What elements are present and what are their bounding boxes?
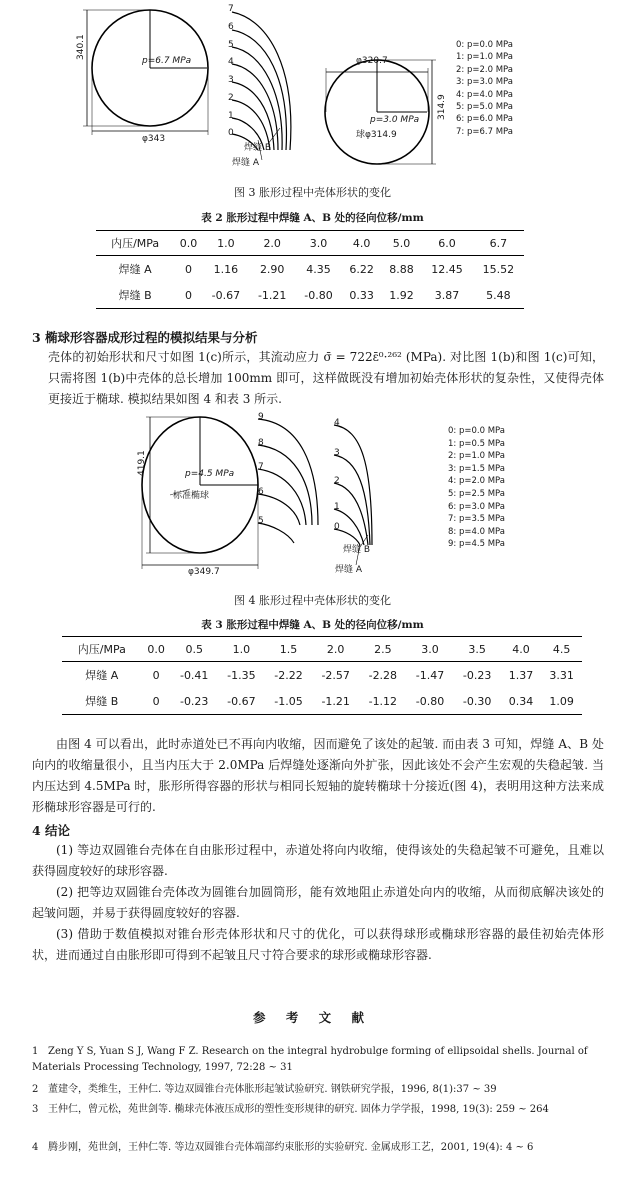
fig4-legend-item: 8: p=4.0 MPa (448, 526, 505, 537)
table-cell: 1.09 (541, 688, 582, 715)
table-cell: -1.12 (359, 688, 406, 715)
fig4-legend-item: 0: p=0.0 MPa (448, 426, 505, 436)
table-3-header: 2.5 (359, 637, 406, 662)
table-cell: -0.67 (203, 282, 249, 309)
fig3-curve-label-4: 4 (228, 57, 234, 67)
fig4-legend-item: 9: p=4.5 MPa (448, 539, 505, 550)
fig3-legend (456, 39, 513, 138)
fig3-curve-label-1: 1 (228, 111, 234, 121)
fig3-legend-item: 4: p=4.0 MPa (456, 89, 513, 100)
fig4-curve-label-9: 9 (258, 412, 264, 422)
table-cell: -2.28 (368, 668, 398, 682)
table-3-header: 4.5 (541, 637, 582, 662)
reference-text: 腾步刚，苑世剑，王仲仁等. 等边双圆锥台壳体端部约束胀形的实验研究. 金属成形工艺，2001, 19(4): 4 ~ 6 (48, 1142, 534, 1153)
table-2-header: 0.0 (174, 231, 202, 256)
fig3-right-pressure: p=3.0 MPa (370, 115, 420, 125)
table-cell: -0.80 (406, 688, 453, 715)
fig3-left-diameter: φ343 (142, 134, 166, 144)
table-2-header: 1.0 (203, 231, 249, 256)
conclusion-item-1: (1) 等边双圆锥台壳体在自由胀形过程中，赤道处将向内收缩，使得该处的失稳起皱不可避免，且难以获得圆度较好的球形容器. (32, 843, 604, 878)
table-2-header: 4.0 (342, 231, 382, 256)
table-3-header: 0.0 (142, 637, 171, 662)
table-cell: -1.35 (227, 668, 256, 682)
table-2-header: 3.0 (295, 231, 341, 256)
table-3-header: 内压/MPa (62, 637, 142, 662)
reference-number: 2 (32, 1084, 39, 1095)
fig4-curve-label-3: 3 (334, 448, 340, 458)
table-3-header: 2.0 (312, 637, 359, 662)
fig3-right-sphere: 球φ314.9 (356, 130, 397, 140)
table-cell: -1.05 (265, 688, 312, 715)
table-3-header: 3.5 (454, 637, 501, 662)
table-cell: -1.47 (415, 668, 445, 682)
references-title: 参 考 文 献 (252, 1010, 373, 1025)
table-cell: 6.22 (349, 262, 374, 276)
table-cell: 1.37 (508, 668, 534, 682)
table-cell: 焊缝 B (96, 282, 174, 309)
fig4-curve-7 (258, 469, 306, 525)
figure-3 (0, 0, 625, 200)
table-cell: -1.21 (249, 282, 295, 309)
table-cell: 0 (152, 668, 160, 682)
fig3-weld-b: 焊缝 B (244, 143, 272, 153)
table-2-header: 6.0 (421, 231, 472, 256)
table-cell: 2.90 (259, 262, 285, 276)
table-cell: -0.23 (462, 668, 492, 682)
reference-item (32, 1044, 607, 1076)
conclusion-item-3: (3) 借助于数值模拟对锥台形壳体形状和尺寸的优化，可以获得球形或椭球形容器的最佳初始壳体形状，进而通过自由胀形即可得到不起皱且尺寸符合要求的球形或椭球形容器. (32, 927, 604, 962)
table-cell: 5.48 (473, 282, 524, 309)
table-2 (96, 230, 524, 309)
fig3-curve-label-6: 6 (228, 22, 234, 32)
table-cell: 3.31 (549, 668, 574, 682)
table-3-header: 1.5 (265, 637, 312, 662)
table-cell: -0.30 (454, 688, 501, 715)
table-2-caption: 表 2 胀形过程中焊缝 A、B 处的径向位移/mm (201, 212, 424, 224)
fig4-legend (448, 425, 505, 551)
reference-number: 3 (32, 1104, 39, 1115)
fig3-curve-4 (232, 64, 278, 150)
table-2-header: 2.0 (249, 231, 295, 256)
table-cell: -1.21 (312, 688, 359, 715)
reference-text: Zeng Y S, Yuan S J, Wang F Z. Research on the integral hydrobulge forming of ellipsoidal shells. Journal of Materials Processing Technology, 1997, 72:28 ~ 31 (32, 1046, 588, 1073)
table-row (62, 688, 582, 715)
table-3-header: 1.0 (218, 637, 265, 662)
fig4-standard-ellipsoid: 标准椭球 (173, 491, 210, 501)
section-3-paragraph: 壳体的初始形状和尺寸如图 1(c)所示，其流动应力 σ̄ = 722ε̄⁰·²⁶² (MPa). 对比图 1(b)和图 1(c)可知，只需将图 1(b)中壳体的总长增加 100mm 即可，这样做既没有增加初始壳体形状的复杂性，又使得壳体更接近于椭球. 模拟结果如图 4 和表 3 所示. (48, 350, 604, 406)
fig3-left-pressure: p=6.7 MPa (142, 56, 192, 66)
table-cell: -2.22 (274, 668, 303, 682)
table-cell: 8.88 (389, 262, 414, 276)
figure-4-caption: 图 4 胀形过程中壳体形状的变化 (234, 594, 391, 607)
reference-number: 1 (32, 1046, 39, 1057)
table-cell: 4.35 (306, 262, 331, 276)
table-cell: 1.92 (382, 282, 422, 309)
conclusion-item-2: (2) 把等边双圆锥台壳体改为圆锥台加圆筒形，能有效地阻止赤道处向内的收缩，从而彻底解决该处的起皱问题，并易于获得圆度较好的容器. (32, 885, 604, 920)
fig4-legend-item: 4: p=2.0 MPa (448, 476, 505, 487)
fig3-legend-item: 6: p=6.0 MPa (456, 114, 513, 125)
table-cell: 0.34 (501, 688, 542, 715)
figure-4 (0, 405, 625, 585)
fig4-legend-item: 7: p=3.5 MPa (448, 514, 505, 525)
table-3-header: 0.5 (171, 637, 218, 662)
fig4-weld-b: 焊缝 B (343, 545, 371, 555)
fig3-curve-label-7: 7 (228, 4, 234, 14)
reference-number: 4 (32, 1142, 39, 1153)
fig3-legend-item: 5: p=5.0 MPa (456, 102, 513, 113)
section-4-heading: 4 结论 (32, 823, 71, 838)
table-cell: -0.23 (171, 688, 218, 715)
table-row (96, 256, 524, 283)
table-3-caption: 表 3 胀形过程中焊缝 A、B 处的径向位移/mm (201, 619, 424, 631)
fig3-curve-label-2: 2 (228, 93, 234, 103)
fig3-right-top: φ320.7 (356, 56, 388, 66)
table-3-header: 4.0 (501, 637, 542, 662)
table-cell: 焊缝 B (62, 688, 142, 715)
fig4-height: 419.1 (137, 450, 147, 476)
fig4-curve-label-7: 7 (258, 462, 264, 472)
fig4-diameter: φ349.7 (188, 567, 220, 577)
table-cell: -2.57 (321, 668, 350, 682)
fig3-right-height: 314.9 (437, 94, 447, 120)
fig4-curve-label-1: 1 (334, 502, 340, 512)
fig4-weld-a: 焊缝 A (335, 565, 363, 575)
analysis-paragraph: 由图 4 可以看出，此时赤道处已不再向内收缩，因而避免了该处的起皱. 而由表 3 可知，焊缝 A、B 处向内的收缩量很小，且当内压大于 2.0MPa 后焊缝处逐渐向外扩张，因此该处不会产生宏观的失稳起皱. 当内压达到 4.5MPa 时，胀形所得容器的形状与相同长短轴的旋转椭球十分接近(图 4)，表明用这种方法来成形椭球形容器是可行的. (32, 737, 604, 814)
fig3-legend-item: 2: p=2.0 MPa (456, 64, 513, 75)
fig3-legend-item: 1: p=1.0 MPa (456, 52, 513, 63)
fig4-legend-item: 3: p=1.5 MPa (448, 463, 505, 474)
table-2-header: 内压/MPa (96, 231, 174, 256)
table-cell: 0 (142, 688, 171, 715)
fig3-curve-label-3: 3 (228, 75, 234, 85)
fig4-curves-left (258, 419, 318, 543)
fig3-legend-item: 0: p=0.0 MPa (456, 40, 513, 50)
fig4-curve-label-2: 2 (334, 476, 340, 486)
reference-text: 董建令，类维生，王仲仁. 等边双圆锥台壳体胀形起皱试验研究. 钢铁研究学报，1996, 8(1):37 ~ 39 (48, 1084, 497, 1095)
fig4-curve-label-5: 5 (258, 516, 264, 526)
fig4-curve-label-4: 4 (334, 418, 340, 428)
fig4-legend-item: 1: p=0.5 MPa (448, 438, 505, 449)
table-cell: 焊缝 A (85, 669, 119, 682)
table-cell: 1.16 (213, 262, 239, 276)
table-cell: 12.45 (431, 262, 463, 276)
table-row (62, 662, 582, 689)
table-2-header: 6.7 (473, 231, 524, 256)
table-2-header: 5.0 (382, 231, 422, 256)
fig3-curve-label-0: 0 (228, 128, 234, 138)
table-cell: -0.67 (218, 688, 265, 715)
table-3-header-row (62, 637, 582, 662)
fig4-curve-5 (258, 523, 294, 543)
fig3-left-height: 340.1 (76, 34, 86, 60)
fig4-curve-label-0: 0 (334, 522, 340, 532)
fig3-shape-curves (232, 12, 291, 150)
table-cell: -0.80 (295, 282, 341, 309)
fig3-curve-label-5: 5 (228, 40, 234, 50)
table-cell: 15.52 (482, 262, 515, 276)
table-3 (62, 636, 582, 715)
table-cell: -0.41 (179, 668, 209, 682)
fig3-legend-item: 3: p=3.0 MPa (456, 77, 513, 88)
fig3-legend-item: 7: p=6.7 MPa (456, 126, 513, 137)
fig4-legend-item: 6: p=3.0 MPa (448, 501, 505, 512)
table-row (96, 282, 524, 309)
fig3-curve-6 (232, 30, 286, 150)
table-cell: 0 (184, 262, 192, 276)
reference-text: 王仲仁，曾元松，苑世剑等. 椭球壳体液压成形的塑性变形规律的研究. 固体力学学报，1998, 19(3): 259 ~ 264 (48, 1104, 549, 1115)
fig4-curve-9 (258, 419, 318, 525)
fig4-curve-label-6: 6 (258, 487, 264, 497)
fig4-curve-6 (258, 494, 300, 525)
table-cell: 0.33 (342, 282, 382, 309)
table-cell: 0 (174, 282, 202, 309)
fig4-curve-label-8: 8 (258, 438, 264, 448)
table-cell: 3.87 (421, 282, 472, 309)
reference-item (32, 1102, 607, 1118)
table-cell: 焊缝 A (118, 263, 152, 276)
table-2-header-row (96, 231, 524, 256)
figure-3-caption: 图 3 胀形过程中壳体形状的变化 (234, 186, 391, 199)
reference-item (32, 1082, 607, 1098)
section-3-heading: 3 椭球形容器成形过程的模拟结果与分析 (32, 330, 258, 345)
fig3-weld-a: 焊缝 A (232, 158, 260, 168)
fig4-legend-item: 2: p=1.0 MPa (448, 451, 505, 462)
reference-item (32, 1140, 607, 1156)
fig4-legend-item: 5: p=2.5 MPa (448, 488, 505, 499)
table-3-header: 3.0 (406, 637, 453, 662)
fig4-pressure: p=4.5 MPa (185, 469, 235, 479)
